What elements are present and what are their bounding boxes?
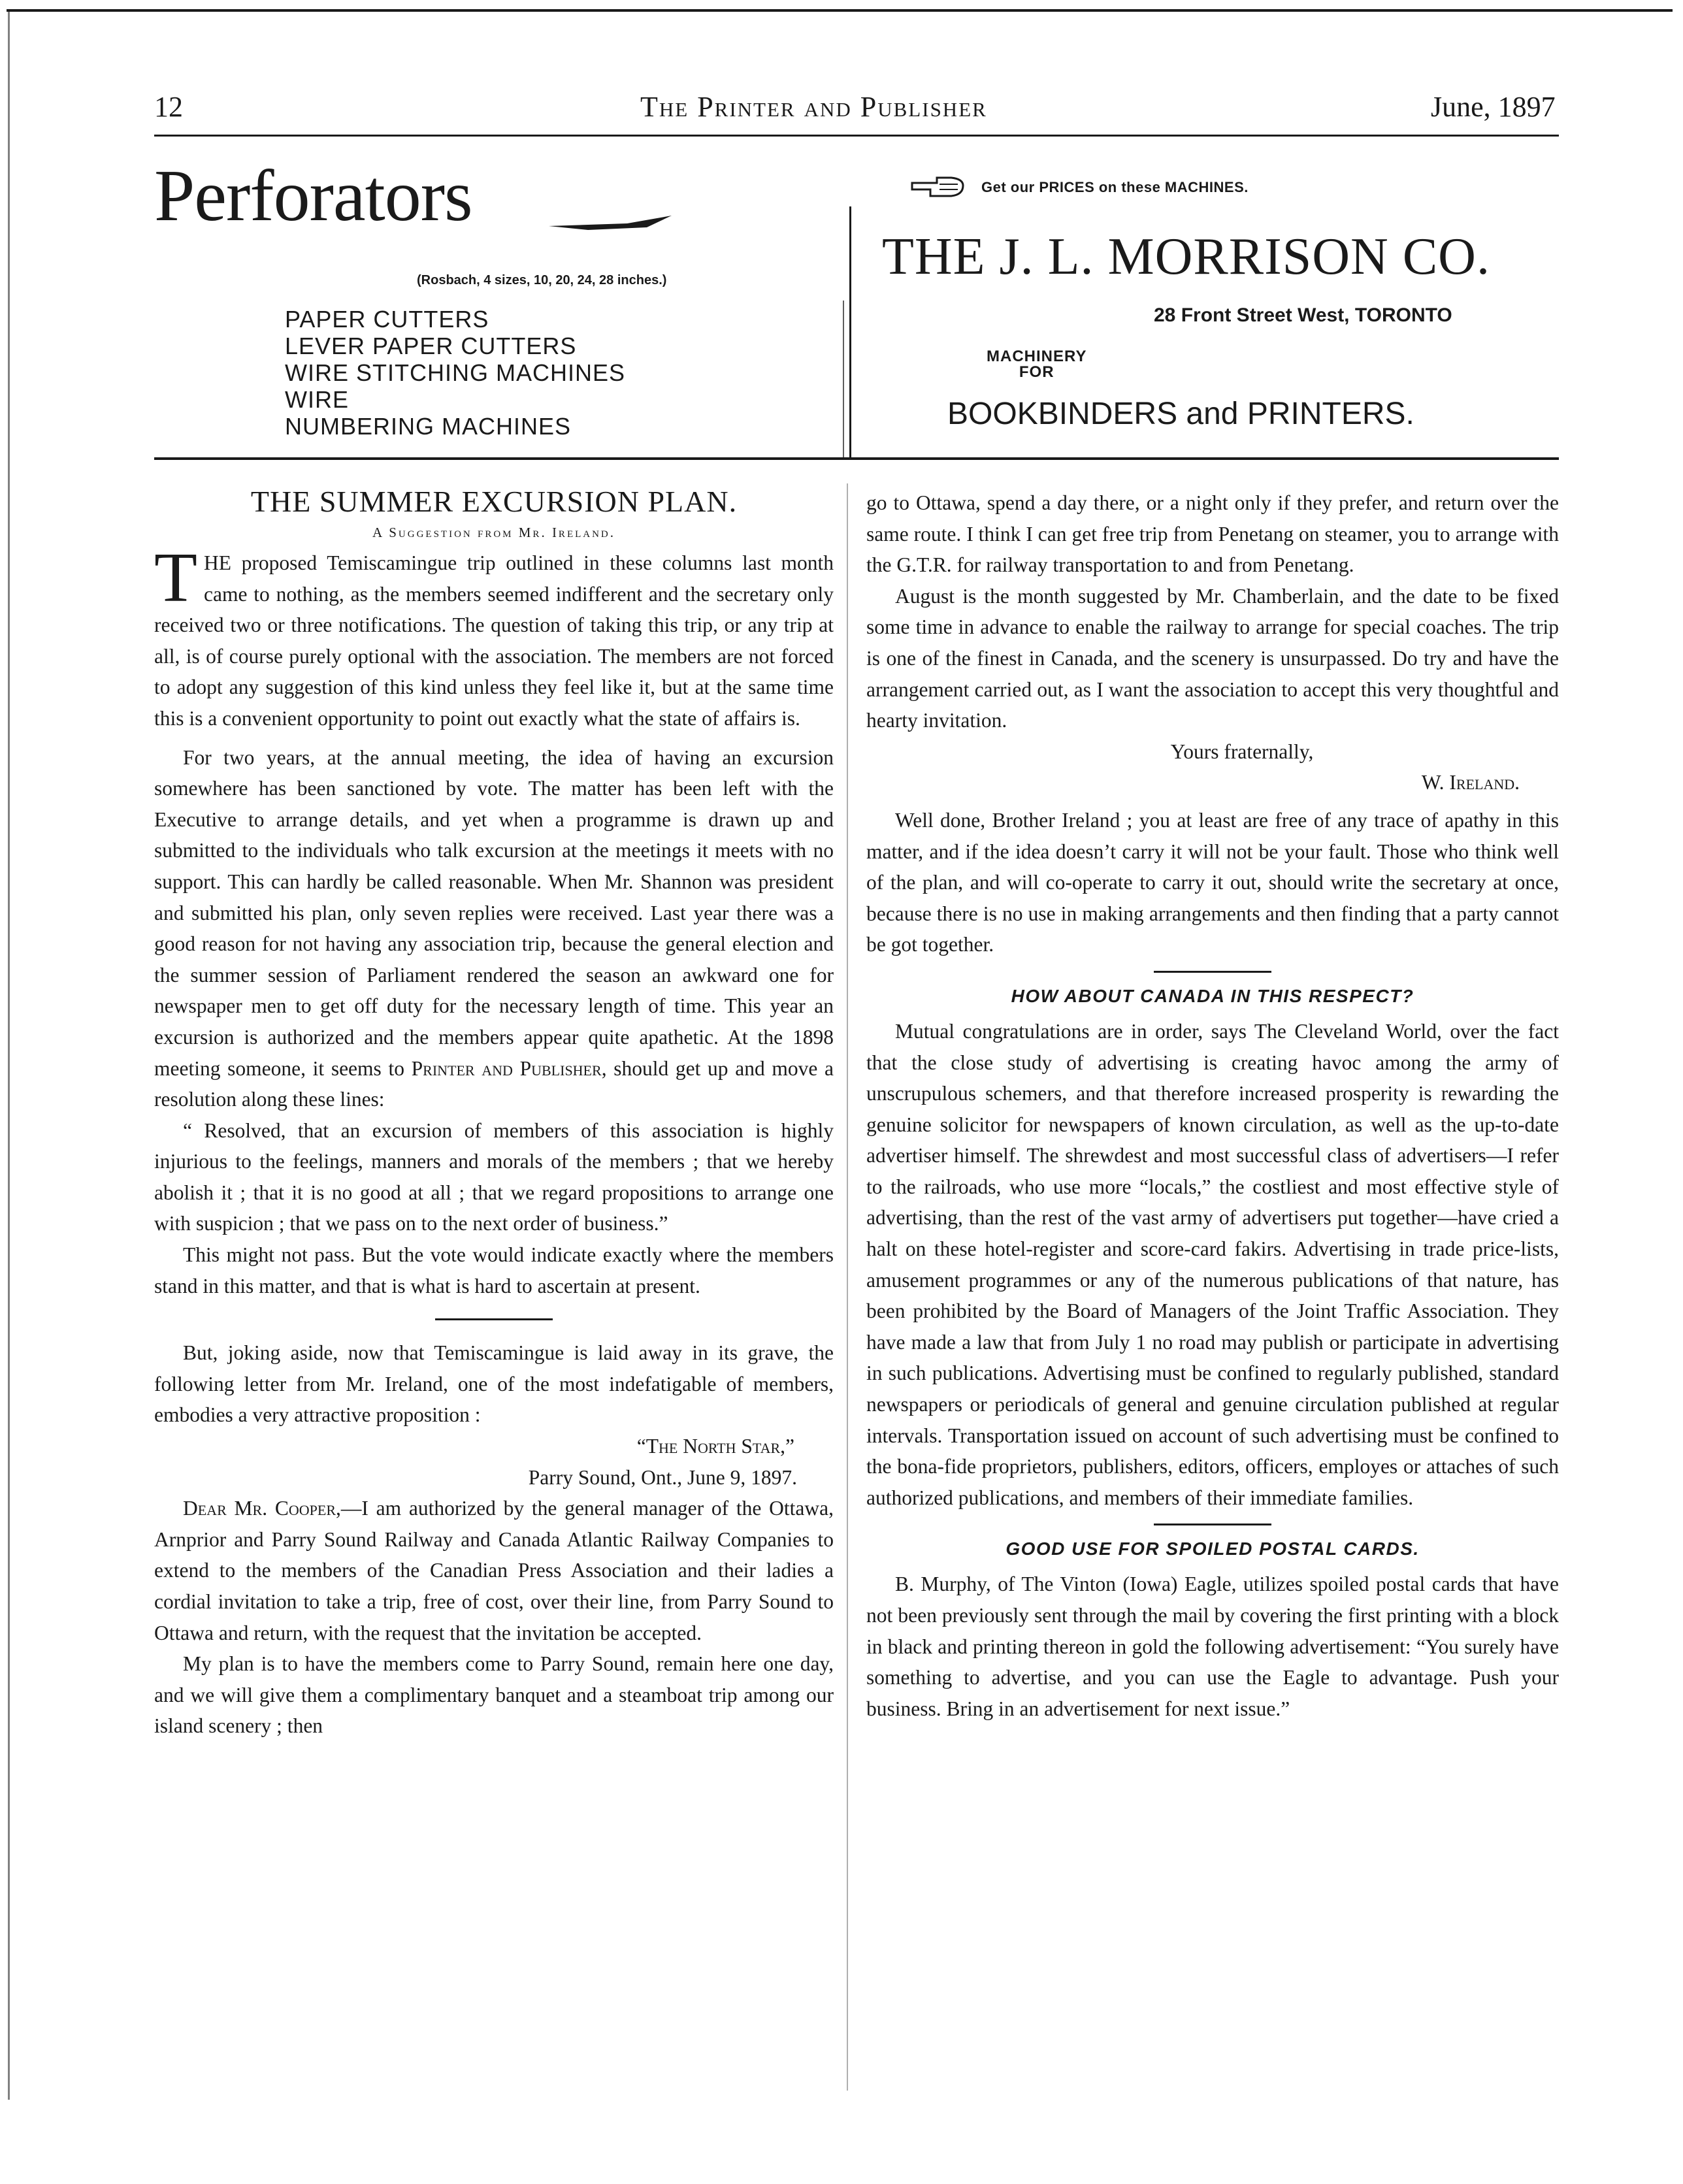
company-name: THE J. L. MORRISON CO. (882, 228, 1490, 285)
section-heading: HOW ABOUT CANADA IN THIS RESPECT? (1011, 985, 1414, 1006)
header-rule (154, 135, 1559, 137)
trades-label: BOOKBINDERS and PRINTERS. (947, 397, 1414, 431)
issue-date: June, 1897 (1431, 91, 1556, 123)
journal-name-inline: Printer and Publisher (411, 1056, 602, 1080)
paragraph: Well done, Brother Ireland ; you at least are free of any trace of apathy in this matter, and if the idea doesn’t carry it will not be your fault. Those who think well of the plan, and will co-operate to carry it out, should write the secretary at once, because there is no use in making arrangements and then finding that a party cannot be got together. (866, 808, 1559, 956)
paragraph: Mutual congratulations are in order, says The Cleveland World, over the fact that the close study of advertising is creating havoc among the army of unscrupulous schemers, and that therefore increased prosperity is rewarding the genuine solicitor for newspapers of known circulation, as well as the up-to-date advertiser himself. The shrewdest and most successful class of advertisers—I refer to the railroads, who use more “locals,” the costliest and most effective style of advertising, than the rest of the vast army of advertisers put together—have cried a halt on these hotel-register and score-card fakirs. Advertising in trade price-lists, amusement programmes or any of the numerous publications of that nature, has been prohibited by the Board of Managers of the Joint Traffic Association. They have made a law that from July 1 no road may publish or participate in advertising in such publications. Advertising must be confined to regularly published, standard newspapers or periodicals of general and genuine circulation published at regular intervals. Transportation issued on account of such advertising must be confined to the bona-fide proprietors, publishers, editors, officers, employes or attaches of such authorized publications, and members of their immediate families. (866, 1019, 1559, 1509)
rosbach-sizes-note: (Rosbach, 4 sizes, 10, 20, 24, 28 inches.) (417, 273, 667, 287)
for-label: FOR (1019, 363, 1054, 381)
list-item: WIRE (285, 386, 349, 413)
paragraph: “ Resolved, that an excursion of members of this association is highly injurious to the feelings, manners and morals of the members ; that we hereby abolish it ; that it is no good at all ; that we regard propositions to arrange one with suspicion ; that we pass on to the next order of business.” (154, 1118, 834, 1235)
article-subtitle: A Suggestion from Mr. Ireland. (372, 525, 616, 540)
list-item: LEVER PAPER CUTTERS (285, 333, 577, 359)
right-column (866, 487, 1559, 1724)
drop-cap: T (154, 539, 197, 617)
section-heading: GOOD USE FOR SPOILED POSTAL CARDS. (1005, 1539, 1420, 1559)
ad-divider-rule (849, 206, 851, 457)
paragraph: THE proposed Temiscamingue trip outlined in these columns last month came to nothing, as the members seemed indifferent and the secretary only received two or three notifications. The question of taking this trip, or any trip at all, is of course purely optional with the association. The members are not forced to adopt any suggestion of this kind unless they feel like it, but at the same time this is a convenient opportunity to point out exactly what the state of affairs is. (154, 539, 834, 730)
company-address: 28 Front Street West, TORONTO (1154, 304, 1452, 326)
prices-note: Get our PRICES on these MACHINES. (981, 179, 1249, 195)
page-number: 12 (154, 91, 183, 123)
paragraph: My plan is to have the members come to Parry Sound, remain here one day, and we will give them a complimentary banquet and a steamboat trip among our island scenery ; then (154, 1652, 834, 1738)
salutation: Dear Mr. Cooper, (183, 1497, 341, 1520)
list-item: PAPER CUTTERS (285, 306, 489, 333)
separator-rule (1154, 971, 1271, 973)
paragraph: August is the month suggested by Mr. Chamberlain, and the date to be fixed some time in advance to enable the railway to arrange for special coaches. The trip is one of the finest in Canada, and the scenery is unsurpassed. Do try and have the arrangement carried out, as I want the association to accept this very thoughtful and hearty invitation. (866, 584, 1559, 732)
list-item: WIRE STITCHING MACHINES (285, 359, 626, 386)
machinery-label: MACHINERY (987, 348, 1087, 365)
left-column (154, 483, 834, 1742)
perforators-heading: Perforators (154, 155, 472, 236)
separator-rule (435, 1318, 553, 1320)
letter-place-date: Parry Sound, Ont., June 9, 1897. (528, 1465, 797, 1489)
pointer-flourish-icon (549, 208, 673, 234)
paragraph: But, joking aside, now that Temiscamingue is laid away in its grave, the following letter from Mr. Ireland, one of the most indefatigable of members, embodies a very attractive proposition : (154, 1341, 834, 1427)
ad-divider-rule-2 (843, 301, 844, 457)
paragraph: This might not pass. But the vote would indicate exactly where the members stand in this matter, and that is what is hard to ascertain at present. (154, 1243, 834, 1297)
machinery-for-label (987, 349, 1087, 380)
letter-signature: W. Ireland. (1421, 771, 1520, 794)
journal-title: The Printer and Publisher (640, 91, 987, 123)
left-border-rule (8, 9, 10, 2100)
ad-bottom-rule (154, 457, 1559, 460)
list-item: NUMBERING MACHINES (285, 413, 572, 440)
paragraph: Dear Mr. Cooper,—I am authorized by the general manager of the Ottawa, Arnprior and Parry Sound Railway and Canada Atlantic Railway Companies to extend to the members of the Canadian Press Association and their ladies a cordial invitation to take a trip, free of cost, over their line, from Parry Sound to Ottawa and return, with the request that the invitation be accepted. (154, 1497, 834, 1644)
separator-rule (1154, 1524, 1271, 1525)
top-border-rule (7, 9, 1673, 12)
letter-closing: Yours fraternally, (1170, 740, 1314, 763)
paragraph: go to Ottawa, spend a day there, or a night only if they prefer, and return over the same route. I think I can get free trip from Penetang on steamer, you to arrange with the G.T.R. for railway transportation to and from Penetang. (866, 491, 1559, 577)
paragraph: For two years, at the annual meeting, the idea of having an excursion somewhere has been sanctioned by vote. The matter has been left with the Executive to arrange details, and yet when a programme is drawn up and submitted to the individuals who talk excursion at the meetings it meets with no support. This can hardly be called reasonable. When Mr. Shannon was president and submitted his plan, only seven replies were received. Last year there was a good reason for not having any association trip, because the general election and the summer session of Parliament rendered the season an awkward one for newspaper men to get off duty for the necessary length of time. This year an excursion is authorized and the members appear quite apathetic. At the 1898 meeting someone, it seems to Printer and Publisher, should get up and move a resolution along these lines: (154, 745, 834, 1111)
pointing-hand-icon (911, 174, 970, 200)
article-title: THE SUMMER EXCURSION PLAN. (250, 485, 738, 518)
letter-dateline: “The North Star,” (636, 1435, 794, 1458)
paragraph: B. Murphy, of The Vinton (Iowa) Eagle, utilizes spoiled postal cards that have not been previously sent through the mail by covering the first printing with a block in black and printing thereon in gold the following advertisement: “You surely have something to advertise, and you can use the Eagle to advantage. Push your business. Bring in an advertisement for next issue.” (866, 1573, 1559, 1720)
column-divider-rule (847, 483, 848, 2091)
machine-list (285, 306, 625, 440)
